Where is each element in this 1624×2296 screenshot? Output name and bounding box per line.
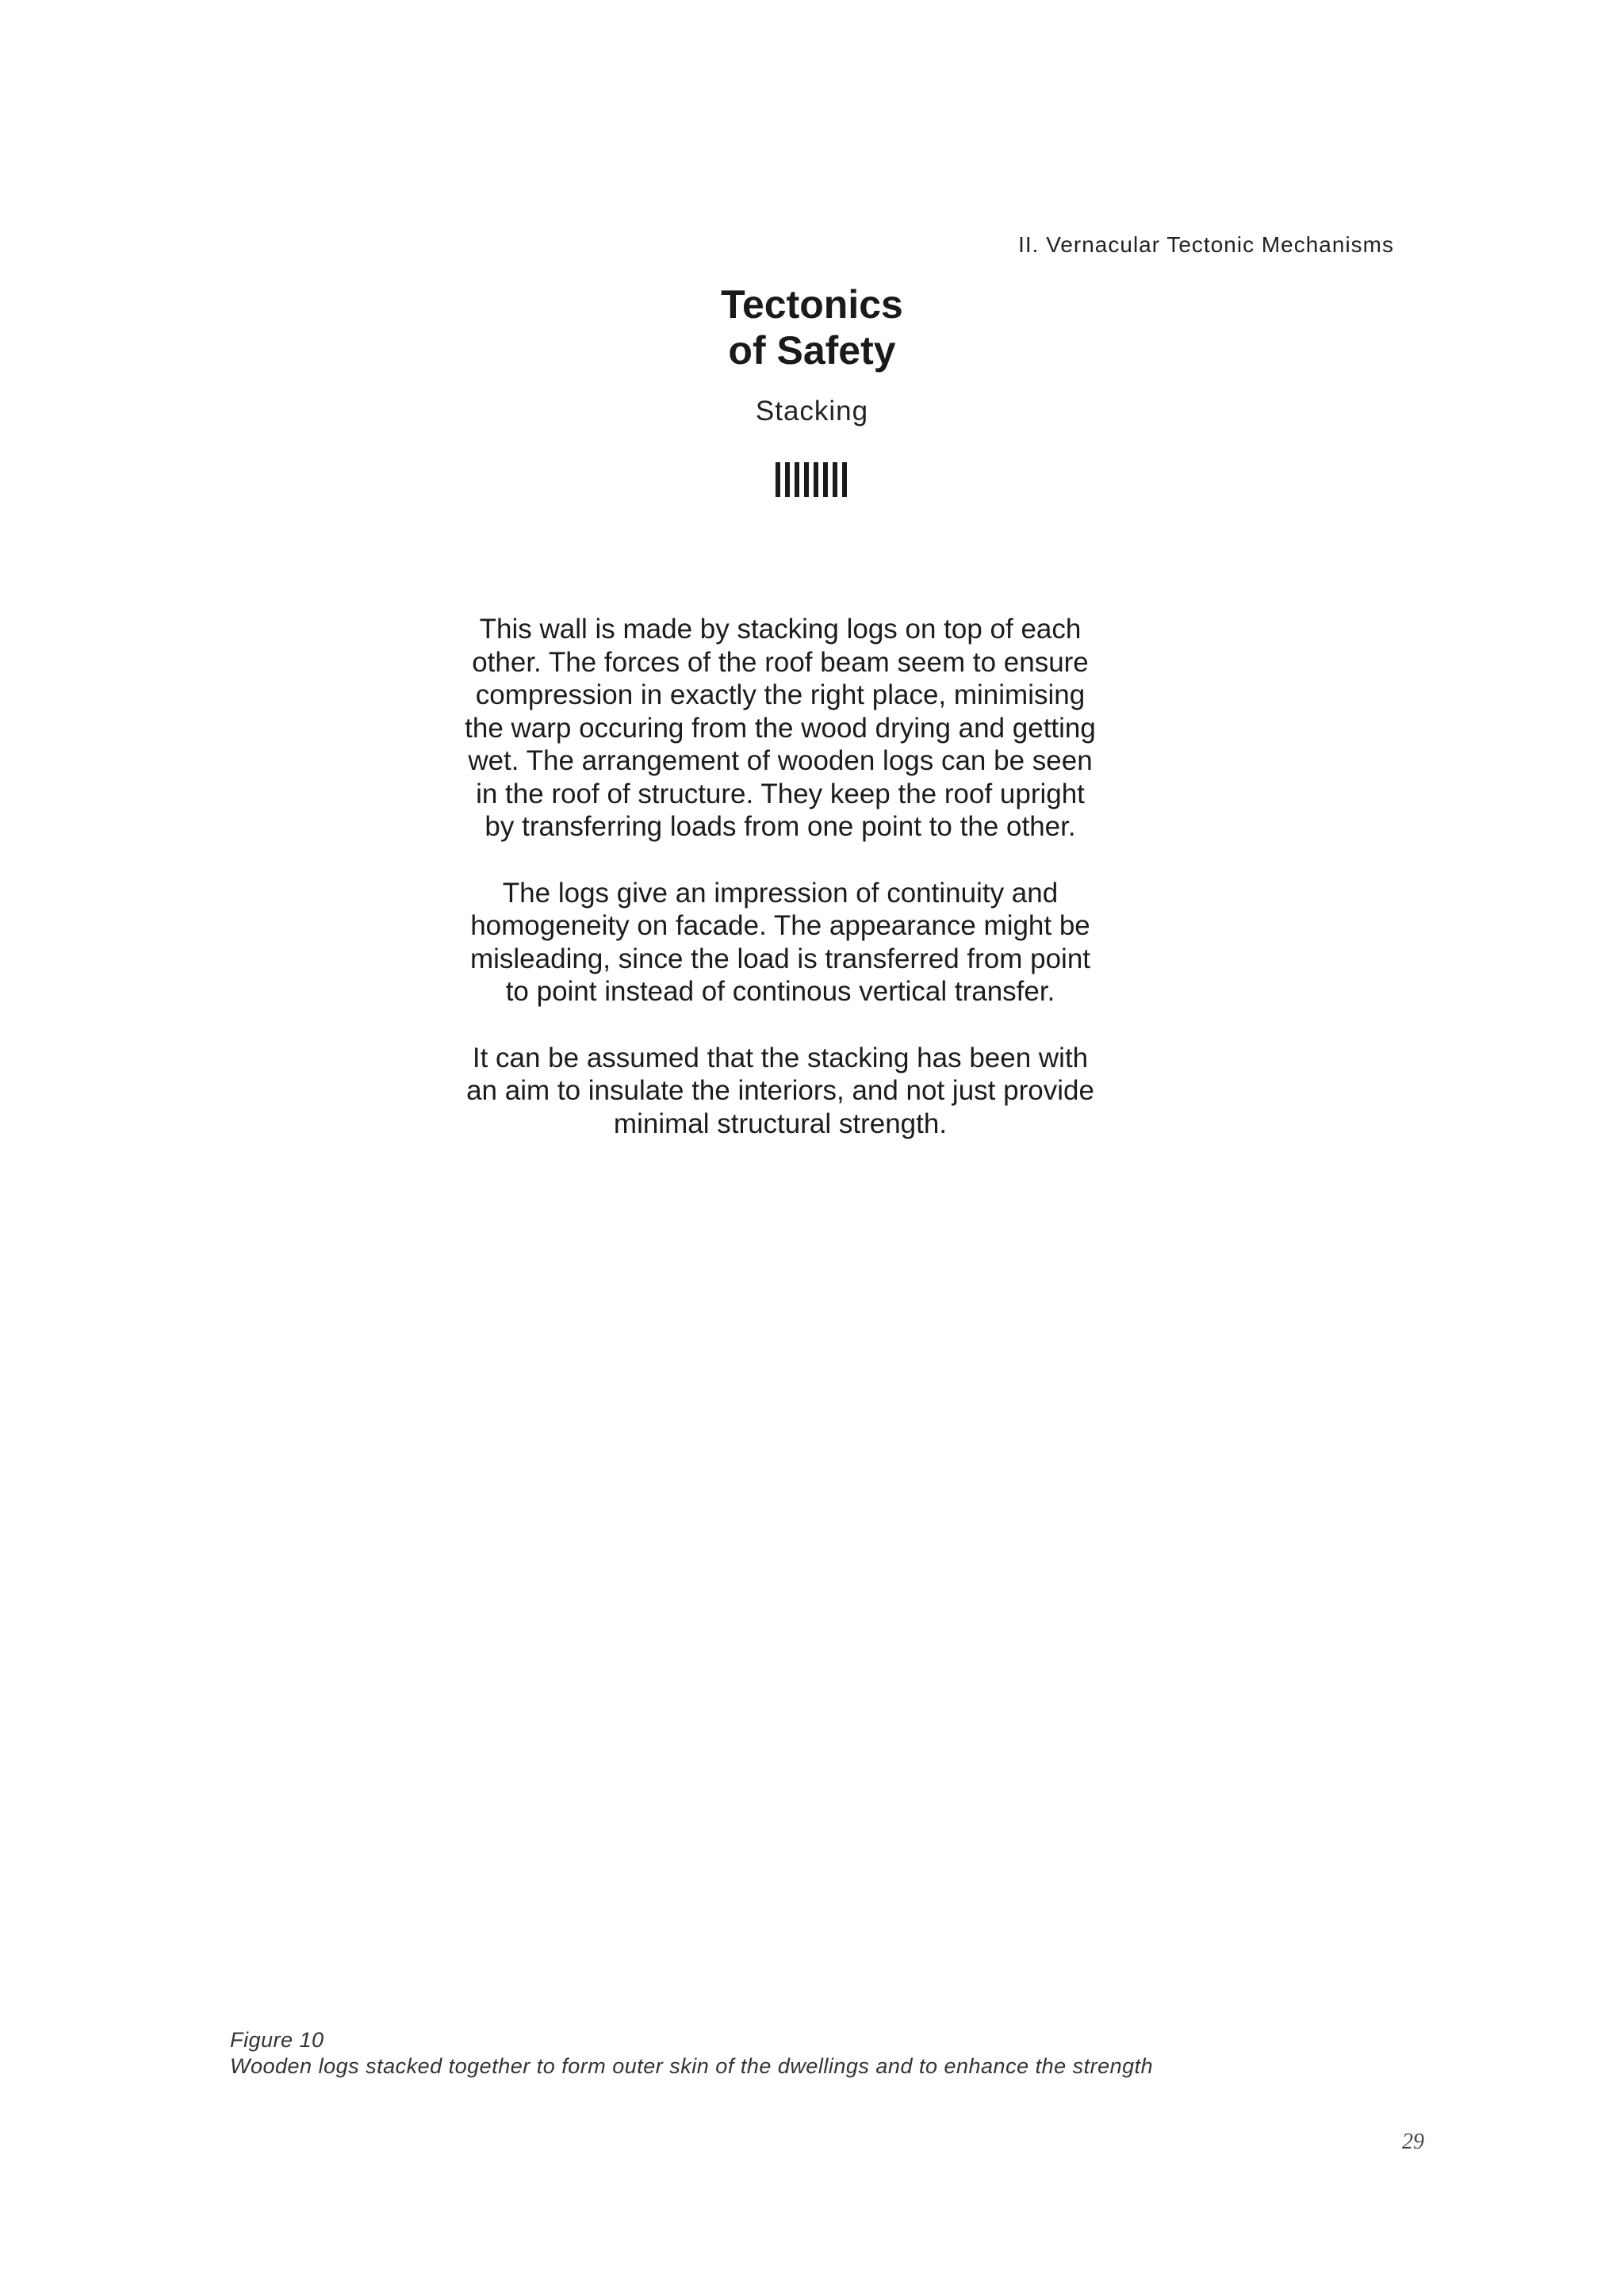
figure-caption-text: Wooden logs stacked together to form outer skin of the dwellings and to enhance the strength (230, 2054, 1154, 2078)
body-paragraph: The logs give an impression of continuity and homogeneity on facade. The appearance might be misleading, since the load is transferred from point to point instead of continous vertical transfer. (469, 877, 1091, 1007)
page-title (0, 281, 1624, 373)
stacked-logs-icon-graphic (776, 462, 848, 497)
body-paragraph: It can be assumed that the stacking has been with an aim to insulate the interiors, and not just provide minimal structural strength. (466, 1042, 1094, 1139)
section-subtitle: Stacking (755, 396, 869, 427)
stacked-logs-icon (0, 462, 1624, 497)
body-paragraph: This wall is made by stacking logs on top of each other. The forces of the roof beam seem to ensure compression in exactly the right place, minimising the warp occuring from the wood drying and getting wet. The arrangement of wooden logs can be seen in the roof of structure. They keep the roof upright by transferring loads from one point to the other. (465, 614, 1096, 842)
body-text (463, 613, 1097, 1173)
page-title-line-2: of Safety (728, 328, 896, 373)
figure-label: Figure 10 (230, 2028, 324, 2052)
page-number: 29 (1402, 2130, 1424, 2154)
running-header: II. Vernacular Tectonic Mechanisms (1018, 232, 1394, 257)
figure-caption (230, 2027, 1153, 2080)
page-title-line-1: Tectonics (721, 282, 903, 327)
